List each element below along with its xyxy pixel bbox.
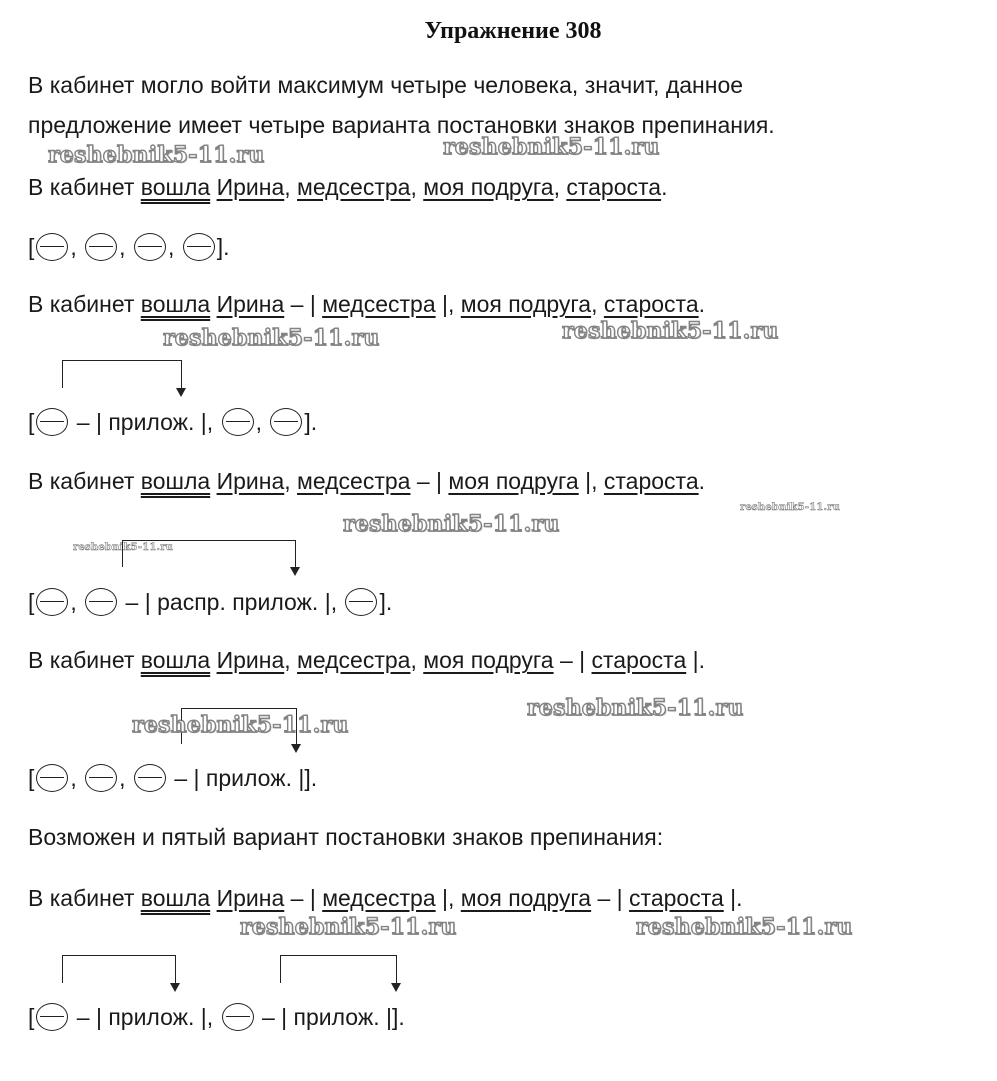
sentence-variant-4: В кабинет вошла Ирина, медсестра, моя подруга – | староста |. xyxy=(28,647,705,673)
apposition-1: медсестра xyxy=(322,885,436,911)
noun-circle-icon xyxy=(345,588,377,616)
scheme-variant-4: [ , , – | прилож. |]. xyxy=(28,765,318,791)
noun-circle-icon xyxy=(36,408,68,436)
scheme-variant-2: [ – | прилож. |, , ]. xyxy=(28,409,318,435)
noun-circle-icon xyxy=(270,408,302,436)
arrowhead-icon xyxy=(170,983,180,992)
arrowhead-icon xyxy=(176,388,186,397)
watermark: reshebnik5-11.ru xyxy=(562,318,779,344)
dependency-arrow xyxy=(280,955,397,983)
sentence-variant-2: В кабинет вошла Ирина – | медсестра |, моя подруга, староста. xyxy=(28,291,705,317)
subject: Ирина xyxy=(216,291,285,317)
subject: Ирина xyxy=(216,174,285,200)
predicate: вошла xyxy=(140,468,211,494)
predicate: вошла xyxy=(140,647,211,673)
fifth-variant-intro: Возможен и пятый вариант постановки знаков препинания: xyxy=(28,824,664,850)
noun-circle-icon xyxy=(85,764,117,792)
dependency-arrow xyxy=(122,540,296,567)
scheme-variant-5: [ – | прилож. |, – | прилож. |]. xyxy=(28,1004,405,1030)
noun-circle-icon xyxy=(134,764,166,792)
apposition-1: медсестра xyxy=(297,468,411,494)
apposition-2: моя подруга xyxy=(423,647,554,673)
watermark: reshebnik5-11.ru xyxy=(240,914,457,940)
watermark: reshebnik5-11.ru xyxy=(740,502,841,513)
page-title: Упражнение 308 xyxy=(424,18,602,44)
noun-circle-icon xyxy=(85,588,117,616)
noun-circle-icon xyxy=(36,764,68,792)
noun-circle-icon xyxy=(222,408,254,436)
predicate: вошла xyxy=(140,291,211,317)
sentence-variant-3: В кабинет вошла Ирина, медсестра – | моя подруга |, староста. xyxy=(28,468,705,494)
noun-circle-icon xyxy=(183,233,215,261)
apposition-1: медсестра xyxy=(297,174,411,200)
intro-line-2: предложение имеет четыре варианта постановки знаков препинания. xyxy=(28,112,775,138)
noun-circle-icon xyxy=(36,588,68,616)
watermark: reshebnik5-11.ru xyxy=(132,712,349,738)
arrowhead-icon xyxy=(290,567,300,576)
apposition-3: староста xyxy=(603,468,699,494)
apposition-2: моя подруга xyxy=(448,468,579,494)
noun-circle-icon xyxy=(222,1003,254,1031)
apposition-1: медсестра xyxy=(297,647,411,673)
apposition-3: староста xyxy=(603,291,699,317)
subject: Ирина xyxy=(216,468,285,494)
predicate: вошла xyxy=(140,885,211,911)
watermark: reshebnik5-11.ru xyxy=(48,142,265,168)
noun-circle-icon xyxy=(36,233,68,261)
noun-circle-icon xyxy=(134,233,166,261)
watermark: reshebnik5-11.ru xyxy=(527,695,744,721)
predicate: вошла xyxy=(140,174,211,200)
watermark: reshebnik5-11.ru xyxy=(73,542,174,553)
dependency-arrow xyxy=(62,955,176,983)
watermark: reshebnik5-11.ru xyxy=(163,325,380,351)
apposition-2: моя подруга xyxy=(460,291,592,317)
watermark: reshebnik5-11.ru xyxy=(636,914,853,940)
apposition-3: староста xyxy=(591,647,687,673)
noun-circle-icon xyxy=(85,233,117,261)
noun-circle-icon xyxy=(36,1003,68,1031)
subject: Ирина xyxy=(216,885,285,911)
arrowhead-icon xyxy=(391,983,401,992)
apposition-3: староста xyxy=(629,885,724,911)
watermark: reshebnik5-11.ru xyxy=(443,134,660,160)
arrowhead-icon xyxy=(291,744,301,753)
sentence-variant-1: В кабинет вошла Ирина, медсестра, моя подруга, староста. xyxy=(28,174,668,200)
apposition-2: моя подруга xyxy=(423,174,554,200)
dependency-arrow xyxy=(62,360,182,388)
scheme-variant-3: [ , – | распр. прилож. |, ]. xyxy=(28,589,393,615)
intro-line-1: В кабинет могло войти максимум четыре человека, значит, данное xyxy=(28,72,744,98)
watermark: reshebnik5-11.ru xyxy=(343,511,560,537)
apposition-3: староста xyxy=(566,174,662,200)
sentence-variant-5: В кабинет вошла Ирина – | медсестра |, моя подруга – | староста |. xyxy=(28,885,743,911)
subject: Ирина xyxy=(216,647,285,673)
apposition-2: моя подруга xyxy=(460,885,592,911)
apposition-1: медсестра xyxy=(322,291,436,317)
scheme-variant-1: [ , , , ]. xyxy=(28,234,230,260)
